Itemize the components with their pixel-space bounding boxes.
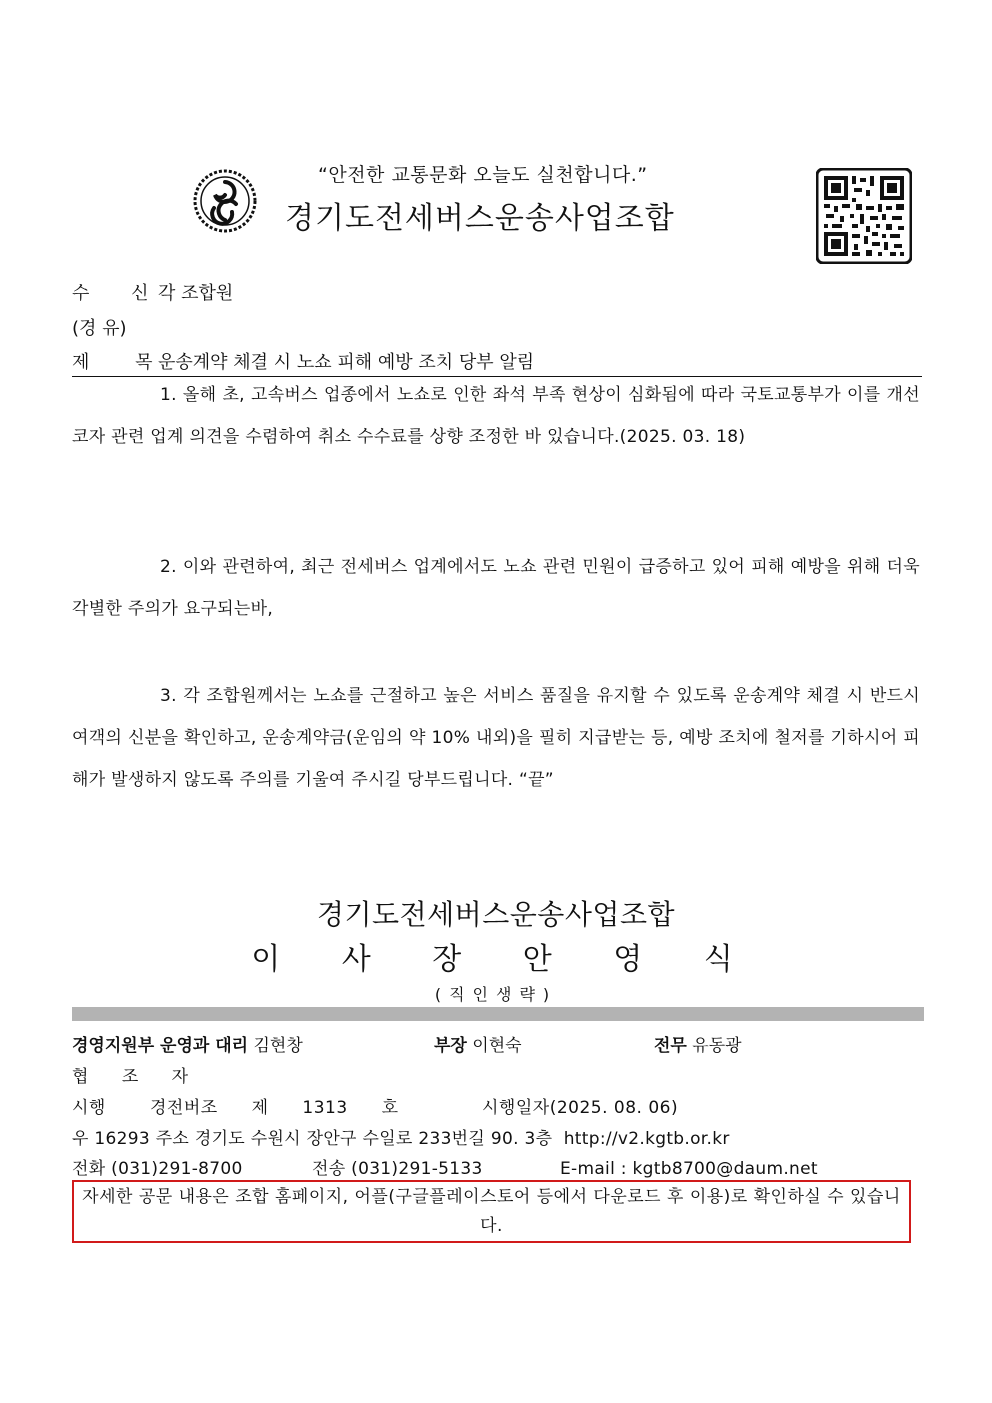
via-row: [72, 314, 127, 340]
association-emblem-icon: [192, 168, 258, 234]
staff-2-role: 부장: [434, 1036, 467, 1056]
staff-1-role: 경영지원부 운영과 대리: [72, 1036, 249, 1056]
document-number: 경전버조 제 1313 호: [150, 1098, 399, 1118]
body-paragraph-3-text: 3. 각 조합원께서는 노쇼를 근절하고 높은 서비스 품질을 유지할 수 있도록 운송계약 체결 시 반드시 여객의 신분을 확인하고, 운송계약금(운임의 약 10% 내외)을 필히 지급받는 등, 예방 조치에 철저를 기하시어 피해가 발생하지 않도록 주의를 기울여 주시길 당부드립니다. “끝”: [72, 686, 920, 790]
recipient-label: 수 신: [72, 283, 167, 304]
enforcement-label: 시행: [72, 1098, 106, 1118]
staff-row: [72, 1031, 742, 1056]
signature-organization: 경기도전세버스운송사업조합: [316, 898, 676, 931]
staff-2-name: 이현숙: [472, 1036, 522, 1056]
email[interactable]: E-mail : kgtb8700@daum.net: [560, 1159, 818, 1179]
fax: 전송 (031)291-5133: [312, 1159, 483, 1179]
enforcement-date: 시행일자(2025. 08. 06): [482, 1098, 679, 1118]
subject-label: 제 목: [72, 352, 173, 373]
organization-title: 경기도전세버스운송사업조합: [285, 201, 675, 236]
staff-3: [654, 1031, 742, 1056]
staff-3-name: 유동광: [692, 1036, 742, 1056]
staff-1-name: 김현창: [253, 1036, 303, 1056]
body-paragraph-3: [72, 675, 920, 801]
recipient-value: 각 조합원: [158, 283, 234, 304]
subject-row: [72, 348, 922, 377]
address: 우 16293 주소 경기도 수원시 장안구 수일로 233번길 90. 3층: [72, 1129, 553, 1149]
staff-3-role: 전무: [654, 1036, 687, 1056]
recipient-row: [72, 279, 233, 305]
website-link[interactable]: http://v2.kgtb.or.kr: [563, 1129, 730, 1149]
staff-1: [72, 1031, 434, 1056]
slogan: “안전한 교통문화 오늘도 실천합니다.”: [318, 164, 648, 186]
via-label: (경 유): [72, 318, 127, 339]
cooperator-label: 협 조 자: [72, 1067, 203, 1087]
qr-code-icon: [816, 168, 912, 264]
body-paragraph-1-text: 1. 올해 초, 고속버스 업종에서 노쇼로 인한 좌석 부족 현상이 심화됨에 따라 국토교통부가 이를 개선코자 관련 업계 의견을 수렴하여 취소 수수료를 상향 조정한 바 있습니다.(2025. 03. 18): [72, 385, 920, 447]
enforcement-row: [72, 1093, 678, 1118]
address-row: [72, 1124, 730, 1149]
staff-2: [434, 1031, 654, 1056]
signature-chairman: 이 사 장 안 영 식: [251, 942, 759, 977]
seal-omitted-note: (직인생략): [434, 985, 558, 1004]
body-paragraph-1: [72, 374, 920, 458]
subject-value: 운송계약 체결 시 노쇼 피해 예방 조치 당부 알림: [158, 352, 535, 373]
notice-box: 자세한 공문 내용은 조합 홈페이지, 어플(구글플레이스토어 등에서 다운로드 후 이용)로 확인하실 수 있습니다.: [72, 1180, 911, 1243]
body-paragraph-2-text: 2. 이와 관련하여, 최근 전세버스 업계에서도 노쇼 관련 민원이 급증하고 있어 피해 예방을 위해 더욱 각별한 주의가 요구되는바,: [72, 557, 920, 619]
contact-row: [72, 1154, 818, 1179]
phone: 전화 (031)291-8700: [72, 1159, 243, 1179]
body-paragraph-2: [72, 546, 920, 630]
divider-bar: [72, 1007, 924, 1021]
